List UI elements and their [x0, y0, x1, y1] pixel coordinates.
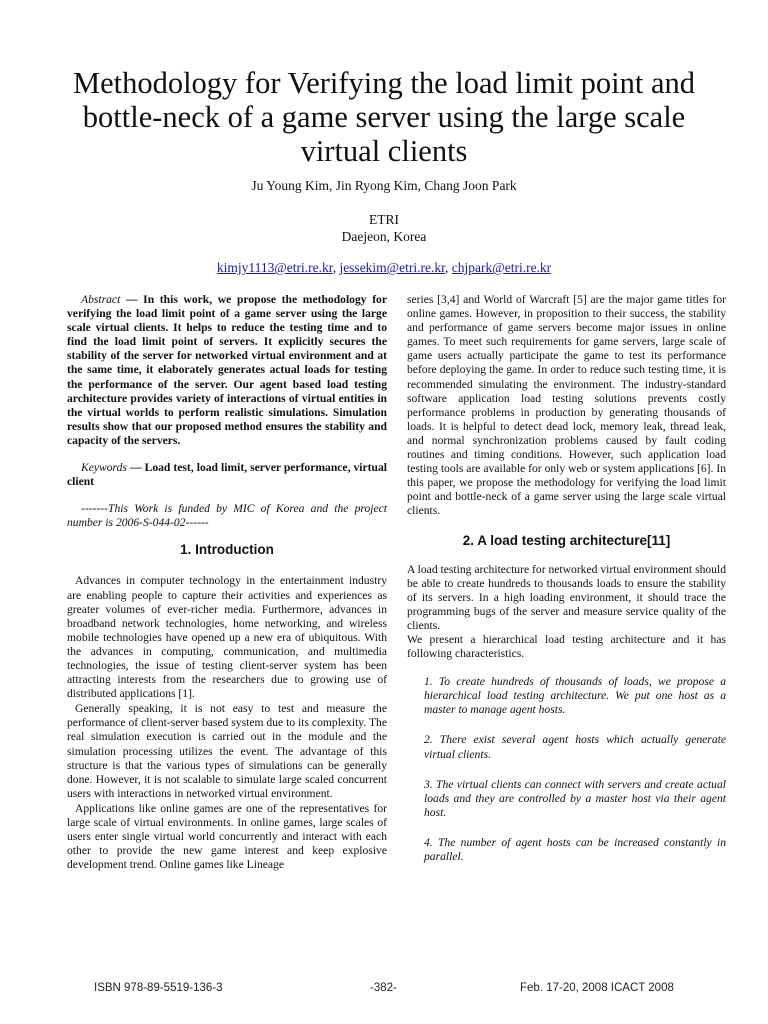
- abstract-label: Abstract: [81, 293, 121, 306]
- email-link[interactable]: chjpark@etri.re.kr: [451, 260, 552, 275]
- right-column: [407, 293, 726, 880]
- affiliation-org: ETRI: [369, 212, 399, 227]
- author-list: Ju Young Kim, Jin Ryong Kim, Chang Joon Park: [251, 178, 517, 193]
- body-paragraph: Advances in computer technology in the entertainment industry are enabling people to capture their activities and experiences as greater volumes of ever-richer media. Furthermore, advances in broadband network technologies, home networking, and wireless mobile technologies have opened up a new era of ubiquitous. With the advances in computing, communication, and multimedia technologies, the issue of testing client-server system has been attracting interests from the researchers due to growing use of distributed applications [1].: [67, 574, 387, 701]
- email-link[interactable]: kimjy1113@etri.re.kr: [216, 260, 333, 275]
- body-paragraph: Applications like online games are one of the representatives for large scale of virtual environments. In online games, large scales of users enter single virtual world concurrently and interact with each other to provide the new game interest and keep explosive development trend. Online games like Lineage: [67, 801, 387, 872]
- body-paragraph: We present a hierarchical load testing architecture and it has following characteristics.: [407, 632, 726, 661]
- affiliation-location: Daejeon, Korea: [341, 229, 427, 244]
- keywords-text: — Load test, load limit, server performance, virtual client: [67, 461, 387, 489]
- list-item: 1. To create hundreds of thousands of loads, we propose a hierarchical load testing architecture. We put one host as a master to manage agent hosts.: [424, 675, 726, 717]
- paper-title: Methodology for Verifying the load limit point and bottle-neck of a game server using the large scale virtual clients: [72, 66, 696, 168]
- abstract: [67, 293, 387, 448]
- footer-conference: Feb. 17-20, 2008 ICACT 2008: [520, 982, 674, 994]
- characteristics-list: [407, 675, 726, 864]
- section-heading-architecture: 2. A load testing architecture[11]: [462, 532, 671, 548]
- list-item: 4. The number of agent hosts can be increased constantly in parallel.: [424, 835, 726, 863]
- list-item: 2. There exist several agent hosts which actually generate virtual clients.: [424, 733, 726, 761]
- keywords: [67, 461, 387, 489]
- footer-page-number: -382-: [370, 982, 397, 994]
- left-column: [67, 293, 387, 872]
- email-link[interactable]: jessekim@etri.re.kr: [339, 260, 446, 275]
- body-paragraph: series [3,4] and World of Warcraft [5] are the major game titles for online games. However, in proposition to their success, the stability and performance of game servers become major issues in online games. To meet such requirements for game servers, large scale of game users actually participate the game to test its performance before deploying the game. In order to reduce such testing time, it is recommended simulating the environment. The industry-standard software application load testing solutions prevents costly performance problems in production by generating thousands of loads. It is helpful to detect dead lock, memory leak, thread leak, and normal synchronization problems caused by fault coding routines and timing conditions. However, such application load testing tools are available for only web or system applications [6]. In this paper, we propose the methodology for verifying the load limit point and bottle-neck of a game server using the large scale virtual clients.: [407, 293, 726, 518]
- section-heading-introduction: 1. Introduction: [180, 542, 274, 558]
- list-item: 3. The virtual clients can connect with servers and create actual loads and they are controlled by a master host via their agent host.: [424, 777, 726, 819]
- body-paragraph: A load testing architecture for networked virtual environment should be able to create hundreds to thousands loads to ensure the stability of its servers. In a high loading environment, it should trace the programming bugs of the server and measure service quality of the clients.: [407, 562, 726, 632]
- body-paragraph: Generally speaking, it is not easy to test and measure the performance of client-server based system due to its complexity. The real simulation execution is carried out in the module and the simulation processing utilizes the event. The advantage of this structure is that the various types of simulations can be generally done. However, it is not scalable to simulate large scaled concurrent users with interactions in networked virtual environment.: [67, 702, 387, 800]
- author-emails: kimjy1113@etri.re.kr, jessekim@etri.re.kr, chjpark@etri.re.kr: [216, 260, 552, 275]
- keywords-label: Keywords: [81, 461, 127, 475]
- footer-isbn: ISBN 978-89-5519-136-3: [94, 982, 223, 994]
- affiliation: [0, 211, 768, 245]
- abstract-text: — In this work, we propose the methodology for verifying the load limit point of a game server using the large scale virtual clients. It helps to reduce the testing time and to find the load limit point of servers. It explicitly secures the stability of the server for networked virtual environment and at the same time, it elaborately generates actual loads for testing the performance of the server. Our agent based load testing architecture provides variety of interactions of virtual entities in the virtual worlds to perform realistic simulations. Simulation results show that our proposed method ensures the stability and capacity of the servers.: [67, 293, 387, 447]
- funding-note: -------This Work is funded by MIC of Korea and the project number is 2006-S-044-02------: [67, 502, 387, 530]
